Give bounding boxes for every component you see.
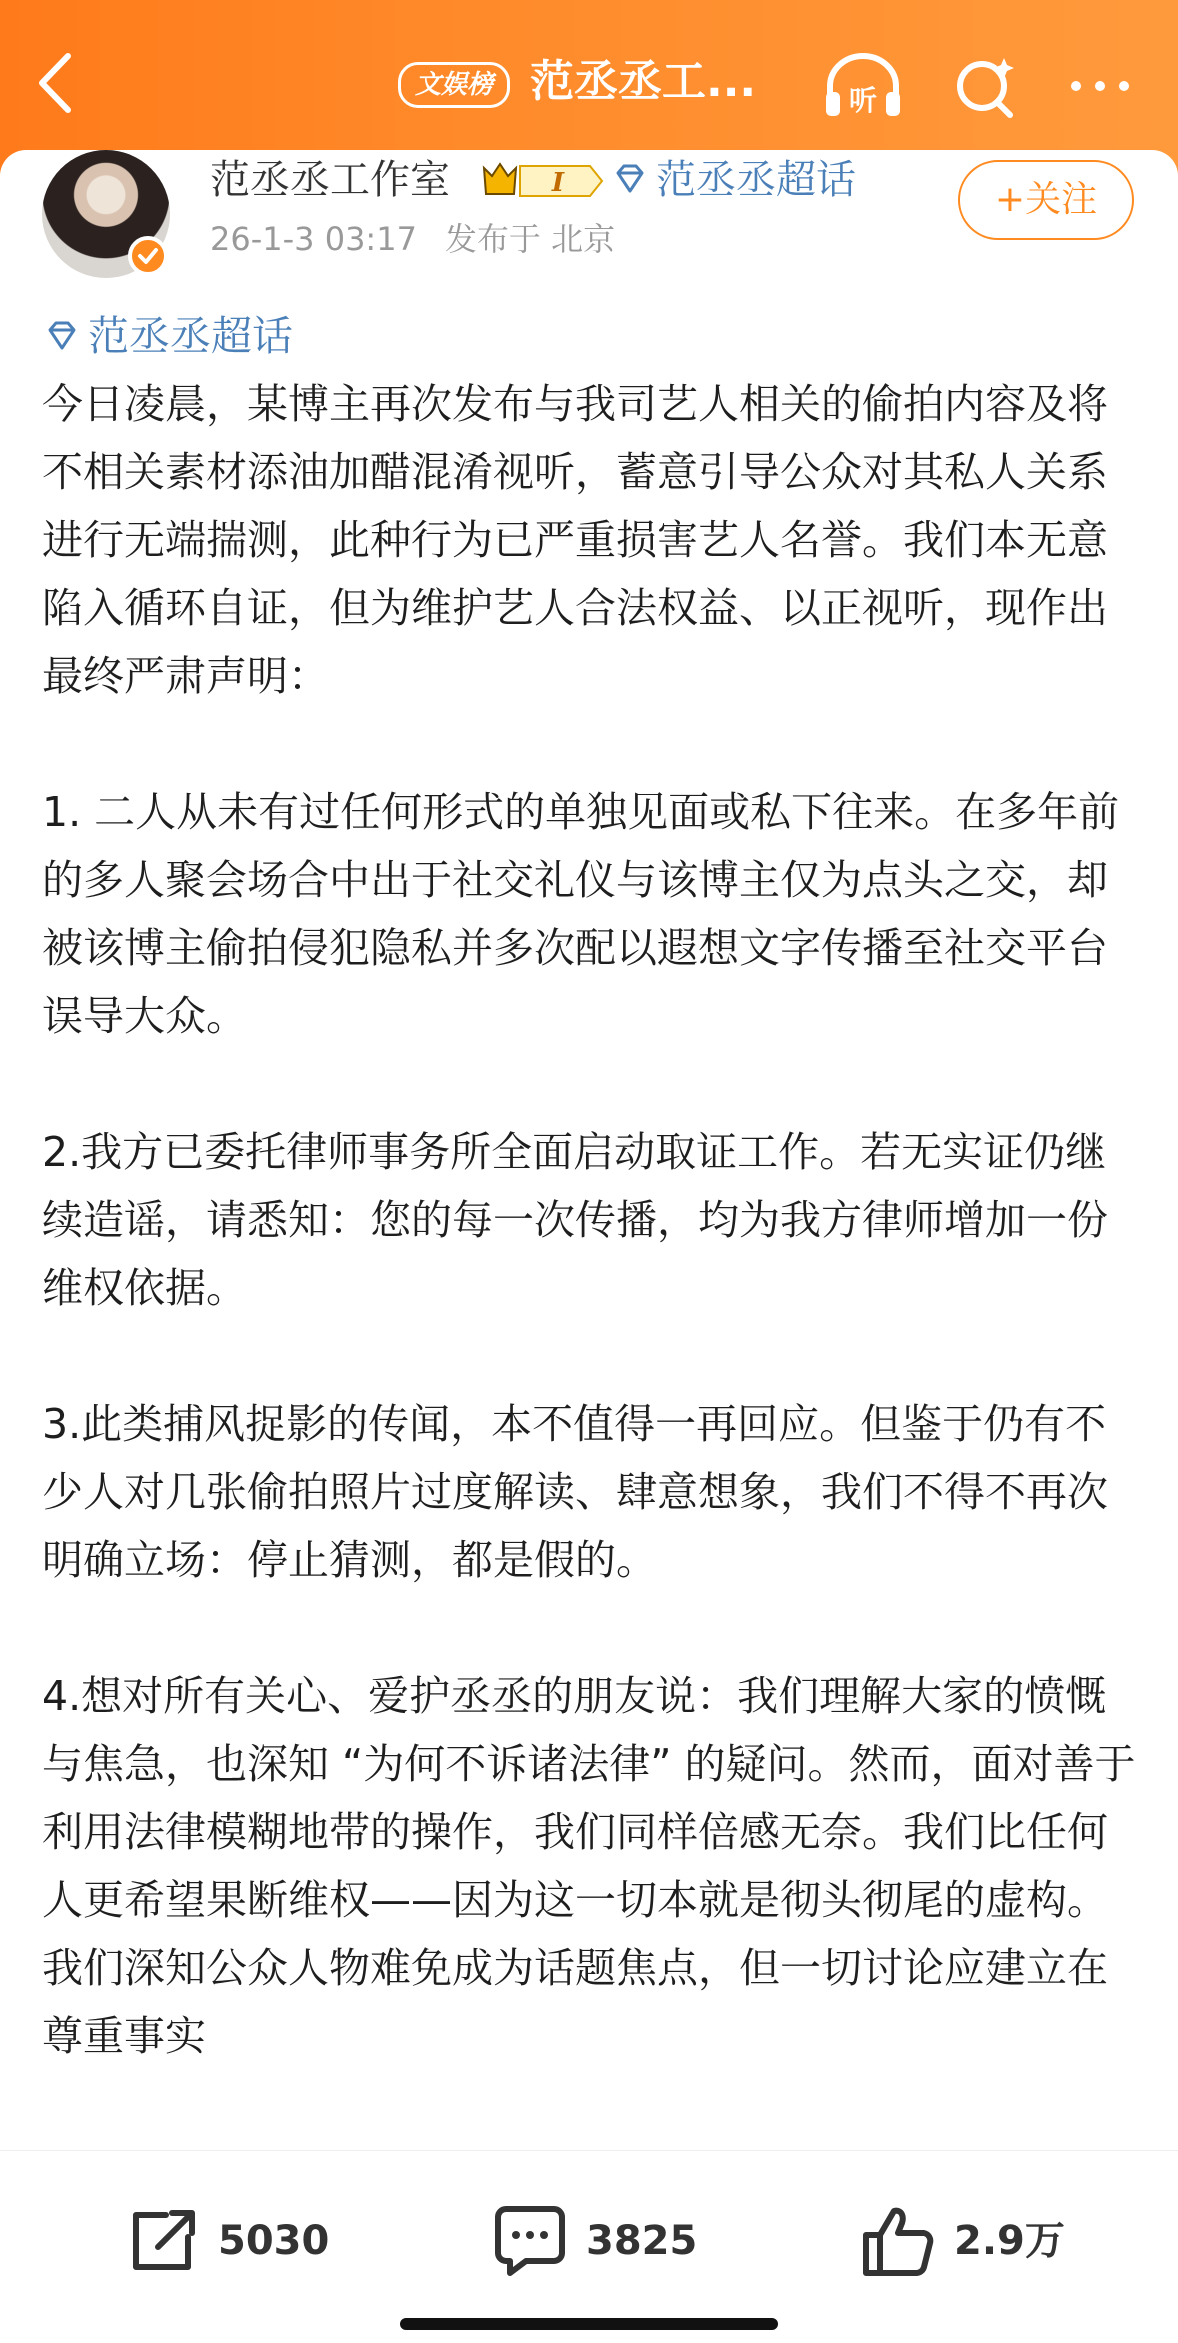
comment-icon bbox=[490, 2201, 570, 2281]
paragraph-4: 4.想对所有关心、爱护丞丞的朋友说：我们理解大家的愤慨与焦急，也深知 “为何不诉诸法律” 的疑问。然而，面对善于利用法律模糊地带的操作，我们同样倍感无奈。我们比任何人更希望果断维权——因为这一切本就是彻头彻尾的虚构。我们深知公众人物难免成为话题焦点，但一切讨论应建立在尊重事实 bbox=[42, 1672, 1136, 2060]
more-dots-icon bbox=[1062, 48, 1138, 124]
bottom-action-bar bbox=[0, 2150, 1178, 2343]
follow-button[interactable]: +关注 bbox=[958, 160, 1134, 240]
chevron-left-icon bbox=[30, 48, 80, 118]
diamond-icon bbox=[42, 316, 82, 356]
home-indicator bbox=[400, 2318, 778, 2330]
entertainment-ranking-badge[interactable]: 文娱榜 bbox=[398, 62, 510, 108]
supertopic-label: 范丞丞超话 bbox=[656, 157, 856, 203]
supertopic-link[interactable] bbox=[610, 152, 856, 208]
page-title: 范丞丞工... bbox=[530, 56, 757, 107]
verified-badge-icon bbox=[128, 236, 168, 276]
listen-button[interactable] bbox=[820, 48, 906, 124]
topic-tag-label: 范丞丞超话 bbox=[88, 312, 293, 360]
comment-count: 3825 bbox=[586, 2218, 698, 2264]
search-button[interactable] bbox=[948, 48, 1018, 124]
more-button[interactable] bbox=[1062, 48, 1138, 124]
post-location: 发布于 北京 bbox=[444, 220, 616, 258]
like-count: 2.9万 bbox=[954, 2218, 1065, 2264]
post-meta bbox=[210, 216, 615, 262]
diamond-icon bbox=[610, 159, 650, 199]
paragraph-intro: 今日凌晨，某博主再次发布与我司艺人相关的偷拍内容及将不相关素材添油加醋混淆视听，蓄意引导公众对其私人关系进行无端揣测，此种行为已严重损害艺人名誉。我们本无意陷入循环自证，但为维护艺人合法权益、以正视听，现作出最终严肃声明： bbox=[42, 380, 1108, 700]
paragraph-2: 2.我方已委托律师事务所全面启动取证工作。若无实证仍继续造谣，请悉知：您的每一次传播，均为我方律师增加一份维权依据。 bbox=[42, 1128, 1108, 1312]
back-button[interactable] bbox=[30, 48, 80, 118]
paragraph-3: 3.此类捕风捉影的传闻，本不值得一再回应。但鉴于仍有不少人对几张偷拍照片过度解读、肆意想象，我们不得不再次明确立场：停止猜测，都是假的。 bbox=[42, 1400, 1108, 1584]
headphones-icon bbox=[820, 48, 906, 124]
post-content bbox=[42, 302, 1142, 2070]
listen-label: 听 bbox=[848, 84, 878, 117]
author-name[interactable]: 范丞丞工作室 bbox=[210, 157, 450, 203]
post-timestamp: 26-1-3 03:17 bbox=[210, 220, 417, 258]
share-icon bbox=[122, 2201, 202, 2281]
paragraph-1: 1. 二人从未有过任何形式的单独见面或私下往来。在多年前的多人聚会场合中出于社交礼仪与该博主仅为点头之交，却被该博主偷拍侵犯隐私并多次配以遐想文字传播至社交平台误导大众。 bbox=[42, 788, 1120, 1040]
vip-level-text: I bbox=[551, 168, 565, 198]
repost-count: 5030 bbox=[218, 2218, 330, 2264]
topic-tag-link[interactable] bbox=[42, 302, 1142, 370]
thumbs-up-icon bbox=[858, 2201, 938, 2281]
search-icon bbox=[948, 48, 1018, 124]
top-nav-bar bbox=[0, 0, 1178, 175]
vip-level-badge bbox=[480, 160, 606, 202]
